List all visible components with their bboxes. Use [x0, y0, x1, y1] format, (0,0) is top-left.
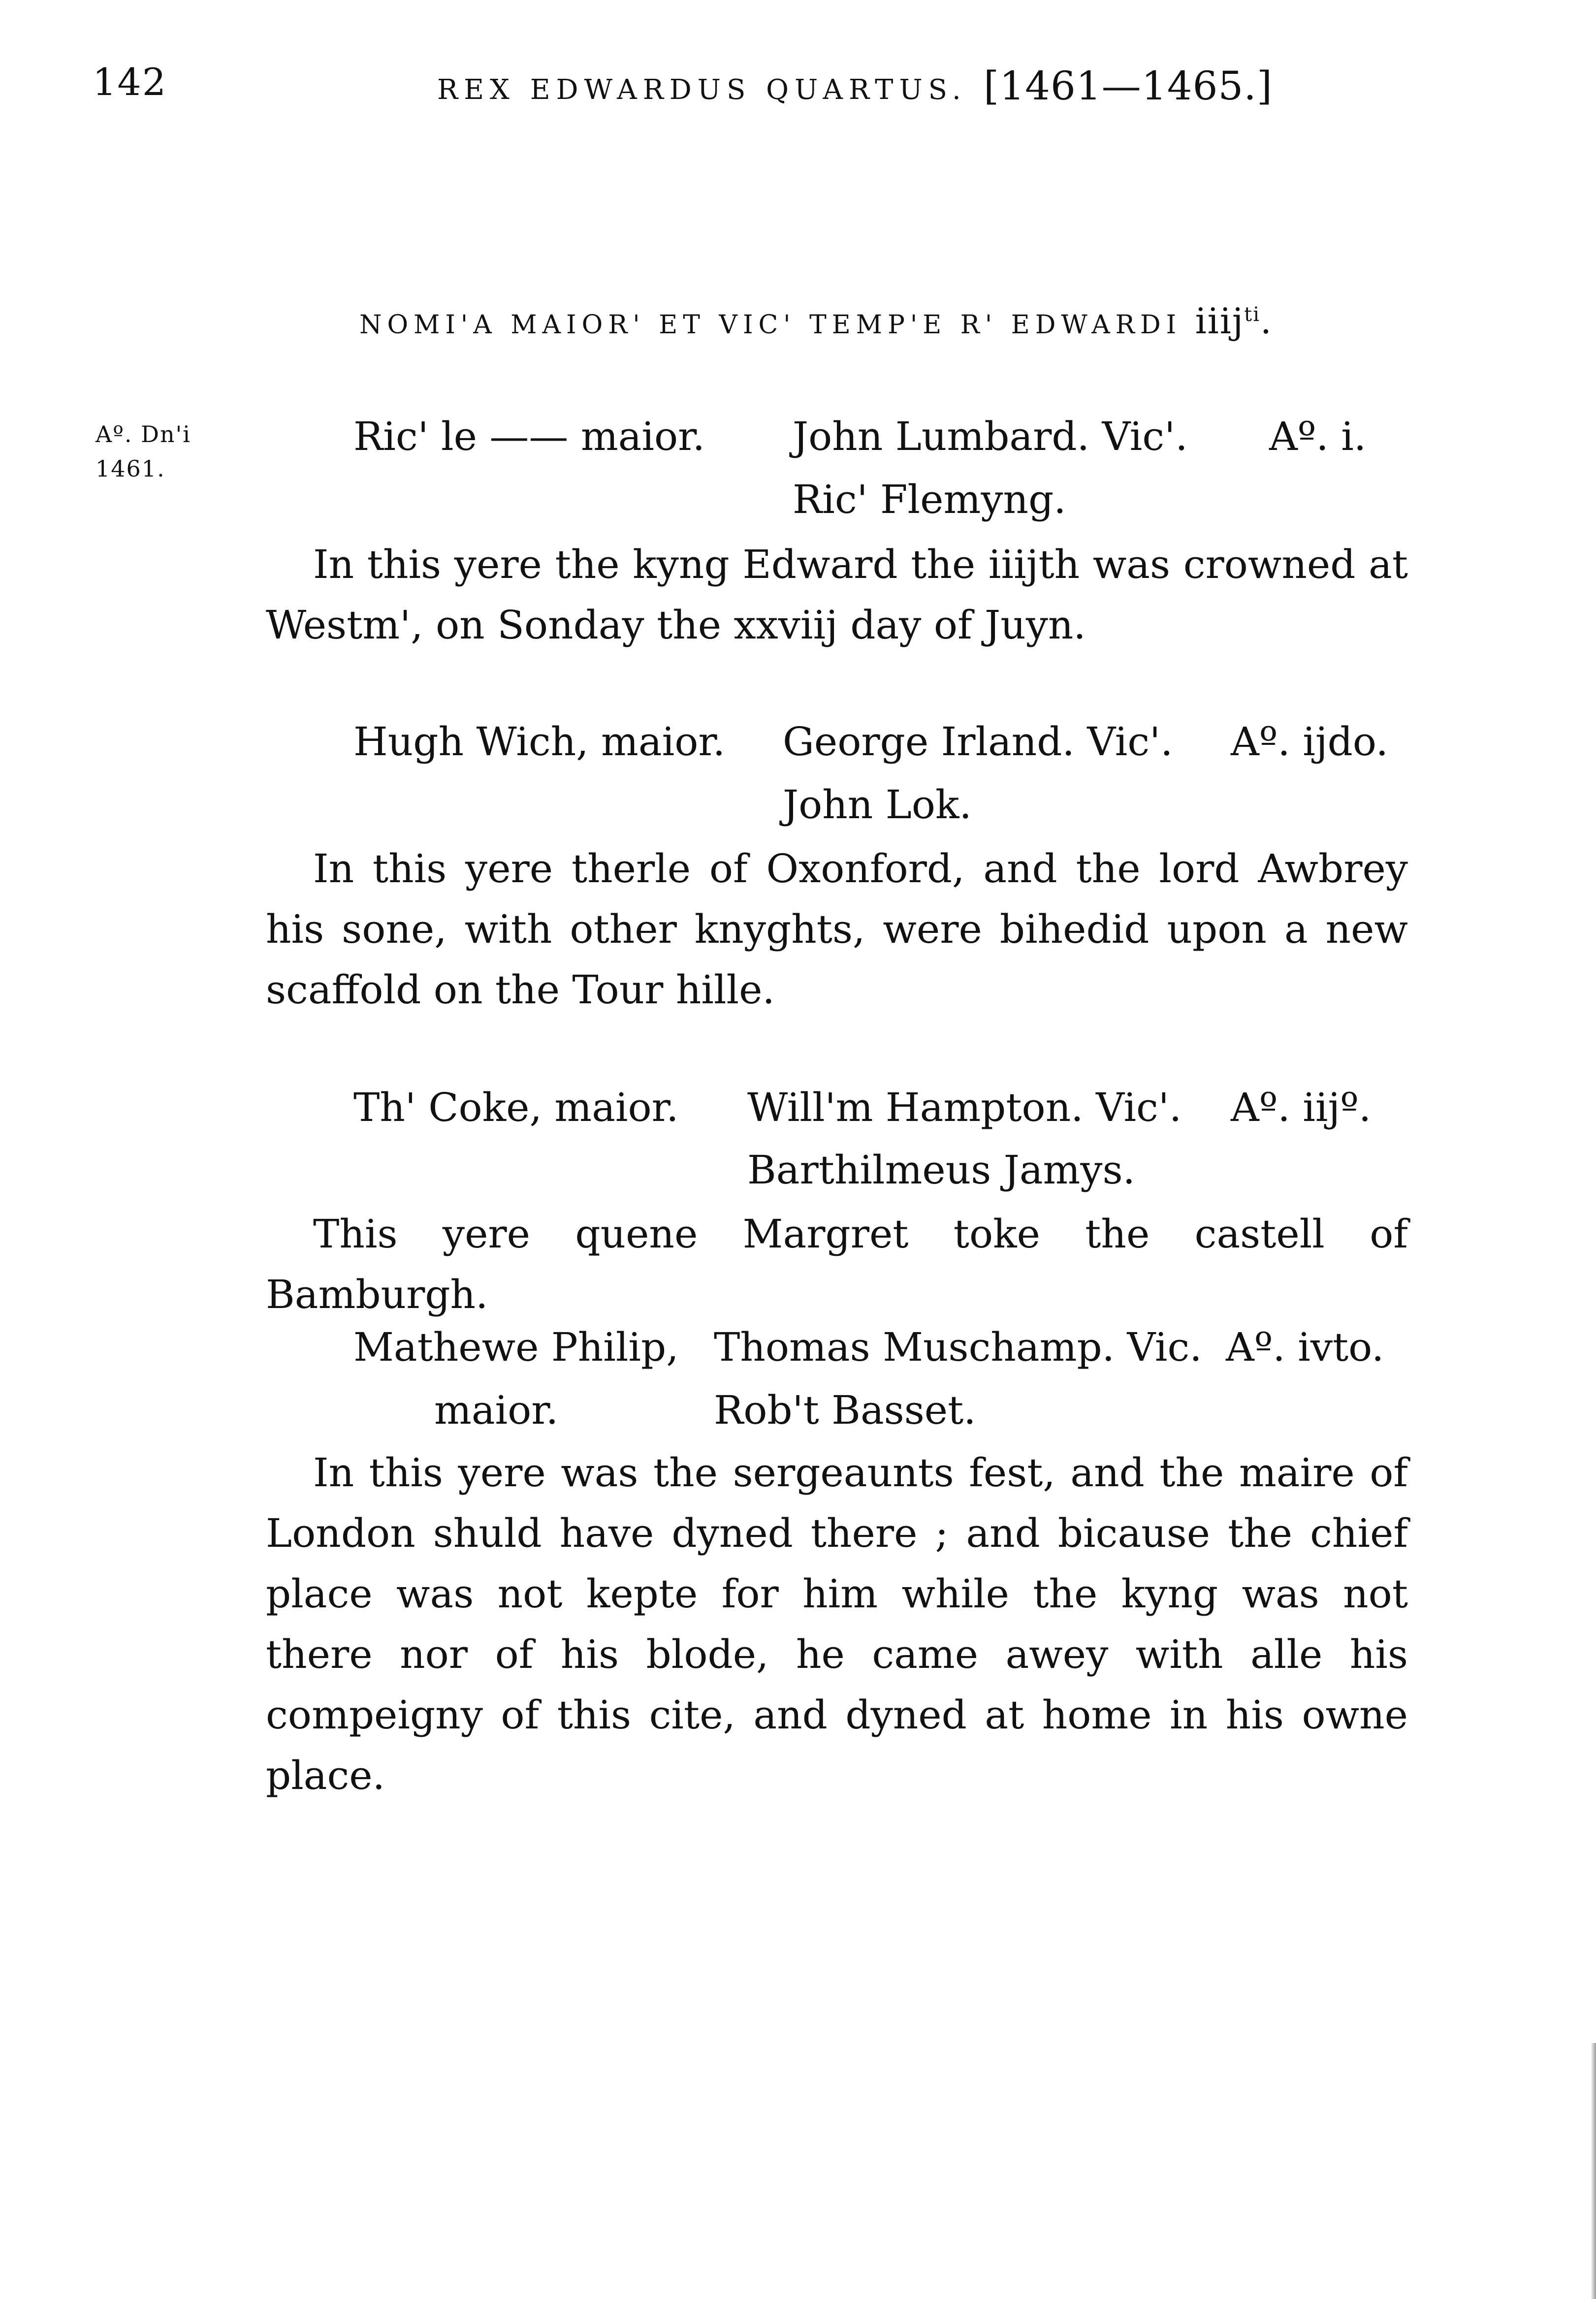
entry-sheriff: George Irland. Vic'. [783, 719, 1173, 765]
entry-sheriff: Will'm Hampton. Vic'. [747, 1085, 1182, 1130]
entry-sheriff: Thomas Muschamp. Vic. [714, 1324, 1202, 1370]
page-number: 142 [93, 60, 167, 104]
running-title: REX EDWARDUS QUARTUS. [437, 74, 967, 106]
section-heading [359, 300, 1273, 342]
entry-paragraph: In this yere was the sergeaunts fest, and the maire of London shuld have dyned there ; and bicause the chief place was not kepte for him while the kyng was not there nor of his blode, he came awey with alle his compeigny of this cite, and dyned at home in his owne place. [266, 1450, 1408, 1798]
entry-sheriff: Barthilmeus Jamys. [747, 1147, 1136, 1193]
entry-sheriff: Rob't Basset. [714, 1387, 976, 1433]
entry-sheriff: Ric' Flemyng. [793, 477, 1066, 522]
entry-mayor: Mathewe Philip, [353, 1324, 679, 1370]
date-range: [1461—1465.] [984, 63, 1273, 109]
entry-year: Aº. ijdo. [1231, 719, 1389, 765]
margin-note-year-label: Aº. Dn'i [96, 421, 191, 447]
entry-paragraph: This yere quene Margret toke the castell of Bamburgh. [266, 1211, 1408, 1317]
regnal-number: iiij$^{ti}$. [1195, 300, 1273, 342]
entry-paragraph: In this yere therle of Oxonford, and the lord Awbrey his sone, with other knyghts, were bihedid upon a new scaffold on the Tour hille. [266, 846, 1408, 1013]
entry-mayor: Ric' le —— maior. [353, 414, 705, 459]
page-edge-shadow [1591, 2043, 1596, 2299]
margin-note-year: 1461. [96, 455, 165, 482]
section-heading-text: NOMI'A MAIOR' ET VIC' TEMP'E R' EDWARDI [359, 310, 1182, 340]
entry-year: Aº. ivto. [1226, 1324, 1384, 1370]
entry-mayor: Th' Coke, maior. [353, 1085, 679, 1130]
entry-paragraph: In this yere the kyng Edward the iiijth was crowned at Westm', on Sonday the xxviij day of Juyn. [266, 542, 1408, 648]
entry-sheriff: John Lok. [783, 782, 972, 828]
entry-sheriff: John Lumbard. Vic'. [793, 414, 1188, 459]
entry-year: Aº. i. [1269, 414, 1367, 459]
entry-year: Aº. iijº. [1231, 1085, 1372, 1130]
entry-mayor-continued: maior. [434, 1387, 559, 1433]
entry-mayor: Hugh Wich, maior. [353, 719, 726, 765]
